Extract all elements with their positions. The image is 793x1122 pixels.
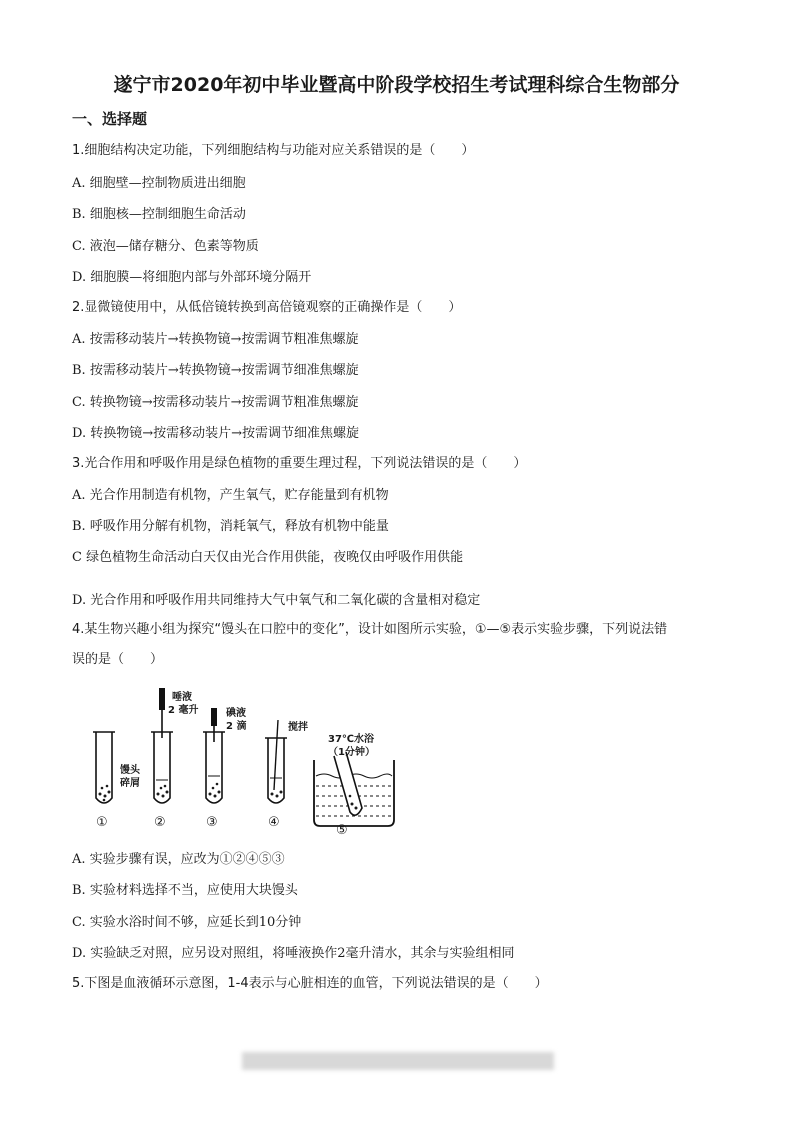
step-marker-2: ②	[154, 815, 166, 830]
iodine-label-1: 碘液	[226, 708, 246, 719]
saliva-label-2: 2 毫升	[168, 705, 199, 716]
step-marker-3: ③	[206, 815, 218, 830]
q2-option-a: A. 按需移动装片→转换物镜→按需调节粗准焦螺旋	[72, 332, 359, 347]
test-tube-1	[93, 732, 115, 803]
question-2-stem: 2.显微镜使用中，从低倍镜转换到高倍镜观察的正确操作是（ ）	[72, 300, 462, 315]
saliva-label-1: 唾液	[172, 692, 192, 703]
q4-option-d: D. 实验缺乏对照，应另设对照组，将唾液换作2毫升清水，其余与实验组相同	[72, 946, 515, 961]
q3-option-a: A. 光合作用制造有机物，产生氧气，贮存能量到有机物	[72, 488, 389, 503]
step-marker-5: ⑤	[336, 823, 348, 838]
q2-option-b: B. 按需移动装片→转换物镜→按需调节细准焦螺旋	[72, 363, 359, 378]
question-3-stem: 3.光合作用和呼吸作用是绿色植物的重要生理过程，下列说法错误的是（ ）	[72, 456, 527, 471]
water-bath-beaker	[314, 752, 394, 826]
q4-option-c: C. 实验水浴时间不够，应延长到10分钟	[72, 915, 302, 930]
experiment-figure	[88, 680, 408, 838]
question-4-stem-line2: 误的是（ ）	[72, 652, 164, 667]
step-marker-1: ①	[96, 815, 108, 830]
bath-label-2: （1分钟）	[328, 747, 375, 758]
q4-option-b: B. 实验材料选择不当，应使用大块馒头	[72, 883, 298, 898]
page-title: 遂宁市2020年初中毕业暨高中阶段学校招生考试理科综合生物部分	[113, 74, 680, 96]
bread-label-2: 碎屑	[120, 778, 140, 789]
q4-option-a: A. 实验步骤有误，应改为①②④⑤③	[72, 852, 285, 867]
stir-label: 搅拌	[288, 722, 308, 733]
q3-option-d: D. 光合作用和呼吸作用共同维持大气中氧气和二氧化碳的含量相对稳定	[72, 593, 481, 608]
q2-option-c: C. 转换物镜→按需移动装片→按需调节粗准焦螺旋	[72, 395, 359, 410]
footer-watermark	[242, 1052, 554, 1070]
q1-option-c: C. 液泡—储存糖分、色素等物质	[72, 239, 259, 254]
test-tube-3	[203, 708, 225, 803]
q1-option-d: D. 细胞膜—将细胞内部与外部环境分隔开	[72, 270, 312, 285]
q3-option-c: C 绿色植物生命活动白天仅由光合作用供能，夜晚仅由呼吸作用供能	[72, 550, 464, 565]
q2-option-d: D. 转换物镜→按需移动装片→按需调节细准焦螺旋	[72, 426, 360, 441]
iodine-label-2: 2 滴	[226, 721, 247, 732]
section-heading: 一、选择题	[72, 110, 148, 128]
step-marker-4: ④	[268, 815, 280, 830]
test-tube-4	[265, 720, 287, 803]
question-4-stem-line1: 4.某生物兴趣小组为探究“馒头在口腔中的变化”，设计如图所示实验，①—⑤表示实验步骤，下列说法错	[72, 622, 668, 637]
question-1-stem: 1.细胞结构决定功能，下列细胞结构与功能对应关系错误的是（ ）	[72, 143, 475, 158]
q3-option-b: B. 呼吸作用分解有机物，消耗氧气，释放有机物中能量	[72, 519, 389, 534]
dropper-bulb-2	[211, 708, 217, 726]
question-5-stem: 5.下图是血液循环示意图，1-4表示与心脏相连的血管，下列说法错误的是（ ）	[72, 976, 548, 991]
bath-label-1: 37℃水浴	[328, 734, 375, 745]
q1-option-b: B. 细胞核—控制细胞生命活动	[72, 207, 246, 222]
dropper-bulb-1	[159, 688, 165, 710]
bread-label-1: 馒头	[120, 765, 140, 776]
q1-option-a: A. 细胞壁—控制物质进出细胞	[72, 176, 246, 191]
